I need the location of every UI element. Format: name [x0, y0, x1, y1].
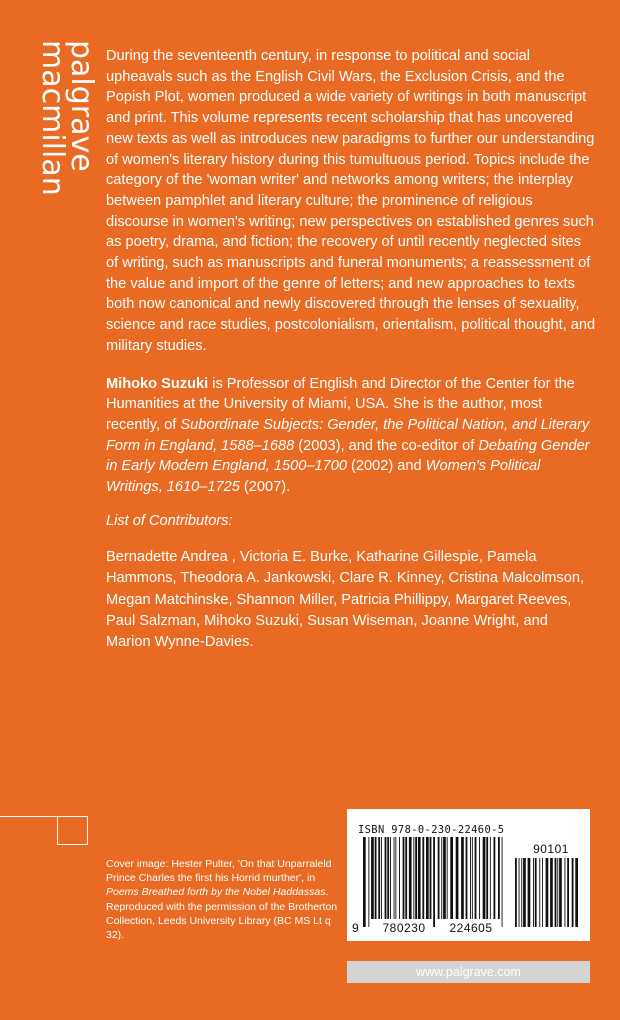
bio-text-1: is Professor of English and Director of the Center for the Humanities at the University of Miami, USA. She is the author, most recently, of [106, 375, 575, 433]
isbn-label: ISBN 978-0-230-22460-5 [358, 824, 505, 836]
barcode-bar [515, 858, 517, 927]
barcode-bar [502, 837, 503, 927]
barcode-bar [399, 837, 400, 919]
ean-barcode-bars [363, 837, 503, 927]
barcode-bar [542, 858, 543, 927]
barcode-bar [371, 837, 374, 919]
bio-text-3: (2002) and [346, 458, 426, 475]
barcode-bar [546, 858, 549, 927]
caption-title: Poems Breathed forth by the Nobel Haddassas [106, 886, 326, 899]
barcode-bar [387, 837, 389, 919]
barcode-bar [430, 837, 432, 919]
cover-image-caption [106, 857, 338, 942]
barcode-bar [405, 837, 407, 919]
barcode-bar [422, 837, 424, 919]
publisher-logo-line2: macmillan [35, 40, 70, 196]
barcode-bar [409, 837, 412, 919]
contributors-heading: List of Contributors: [106, 513, 233, 529]
contributors-text: Bernadette Andrea , Victoria E. Burke, Katharine Gillespie, Pamela Hammons, Theodora A. Jankowski, Clare R. Kinney, Cristina Malcolmson, Megan Matchinske, Shannon Miller, Patricia Phillippy, Margaret Reeves, Paul Salzman, Mihoko Suzuki, Susan Wiseman, Joanne Wright, and Marion Wynne-Davies. [106, 549, 584, 651]
bio-book-2: Debating Gender in Early Modern England, 1500–1700 [106, 437, 590, 475]
barcode-bar [483, 837, 486, 919]
barcode-bar [528, 858, 531, 927]
isbn-barcode-panel [347, 809, 590, 941]
barcode-bar [426, 837, 429, 919]
barcode-bar [523, 858, 526, 927]
blurb: During the seventeenth century, in response to political and social upheavals such as the English Civil Wars, the Exclusion Crisis, and the Popish Plot, women produced a wide variety of writings in both manuscript and print. This volume represents recent scholarship that has uncovered new texts as well as introduces new paradigms to further our understanding of women's literary history during this tumultuous period. Topics include the category of the 'woman writer' and networks among writers; the interplay between pamphlet and literary culture; the prominence of religious discourse in women's writing; new perspectives on established genres such as poetry, drama, and fiction; the recovery of until recently neglected sites of writing, such as manuscripts and funeral monuments; a reassessment of the value and import of the genre of letters; and new approaches to texts both now canonical and newly discovered through the lenses of sexuality, science and race studies, postcolonialism, orientalism, political thought, and military studies. [106, 48, 596, 354]
barcode-bar [498, 837, 500, 919]
barcode-bar [413, 837, 414, 919]
barcode-bar [403, 837, 405, 919]
square-mark [57, 816, 88, 845]
contributors-list [106, 547, 596, 653]
barcode-bar [470, 837, 471, 919]
barcode-bar [557, 858, 558, 927]
barcode-bar [555, 858, 557, 927]
barcode-price-code: 90101 [533, 842, 569, 856]
barcode-bar [433, 837, 435, 927]
bio-text-2: (2003), and the co-editor of [294, 437, 479, 454]
barcode-bar [450, 837, 453, 919]
barcode-bar [565, 858, 566, 927]
addon-barcode-bars [515, 858, 578, 927]
barcode-bar [375, 837, 377, 919]
barcode-bar [550, 858, 553, 927]
barcode-bar [567, 858, 569, 927]
barcode-bar [456, 837, 459, 919]
author-bio [106, 374, 596, 498]
barcode-graphic [347, 809, 590, 941]
barcode-bar [368, 837, 369, 927]
barcode-left-digits: 780230 [382, 921, 426, 935]
barcode-bar [385, 837, 387, 919]
barcode-bar [494, 837, 496, 919]
barcode-right-digits: 224605 [449, 921, 493, 935]
publisher-logo-line1: palgrave [64, 40, 99, 172]
bio-text-4: (2007). [239, 479, 291, 496]
publisher-logo [22, 40, 99, 200]
barcode-bar [559, 858, 562, 927]
caption-text-1: Cover image: Hester Pulter, 'On that Unparraleld Prince Charles the first his Horrid murther', in [106, 858, 332, 885]
bio-book-3: Women's Political Writings, 1610–1725 [106, 458, 541, 496]
barcode-bar [490, 837, 491, 919]
barcode-bar [395, 837, 396, 919]
barcode-bar [394, 837, 395, 919]
barcode-bar [486, 837, 488, 919]
barcode-bar [575, 858, 578, 927]
barcode-bar [535, 858, 537, 927]
barcode-bar [441, 837, 442, 919]
barcode-bar [533, 858, 534, 927]
barcode-bar [521, 858, 522, 927]
back-cover-text [106, 46, 596, 498]
barcode-bar [363, 837, 366, 927]
barcode-lead-digit: 9 [352, 921, 359, 935]
barcode-bar [572, 858, 574, 927]
barcode-bar [381, 837, 382, 919]
barcode-bar [447, 837, 448, 919]
divider-line [0, 816, 57, 817]
barcode-bar [461, 837, 464, 919]
barcode-bar [418, 837, 421, 919]
publisher-website: www.palgrave.com [347, 961, 590, 983]
barcode-bar [438, 837, 440, 919]
barcode-bar [539, 858, 540, 927]
barcode-bar [390, 837, 391, 919]
barcode-bar [415, 837, 417, 919]
barcode-bar [475, 837, 477, 919]
author-name: Mihoko Suzuki [106, 375, 209, 392]
barcode-bar [479, 837, 480, 919]
bio-book-1: Subordinate Subjects: Gender, the Political Nation, and Literary Form in England, 1588–1688 [106, 416, 590, 454]
barcode-bar [466, 837, 468, 919]
barcode-bar [378, 837, 380, 919]
barcode-bar [443, 837, 446, 919]
barcode-bar [519, 858, 520, 927]
caption-text-2: . Reproduced with the permission of the Brotherton Collection, Leeds University Library (BC MS Lt q 32). [106, 886, 338, 942]
barcode-bar [472, 837, 473, 919]
